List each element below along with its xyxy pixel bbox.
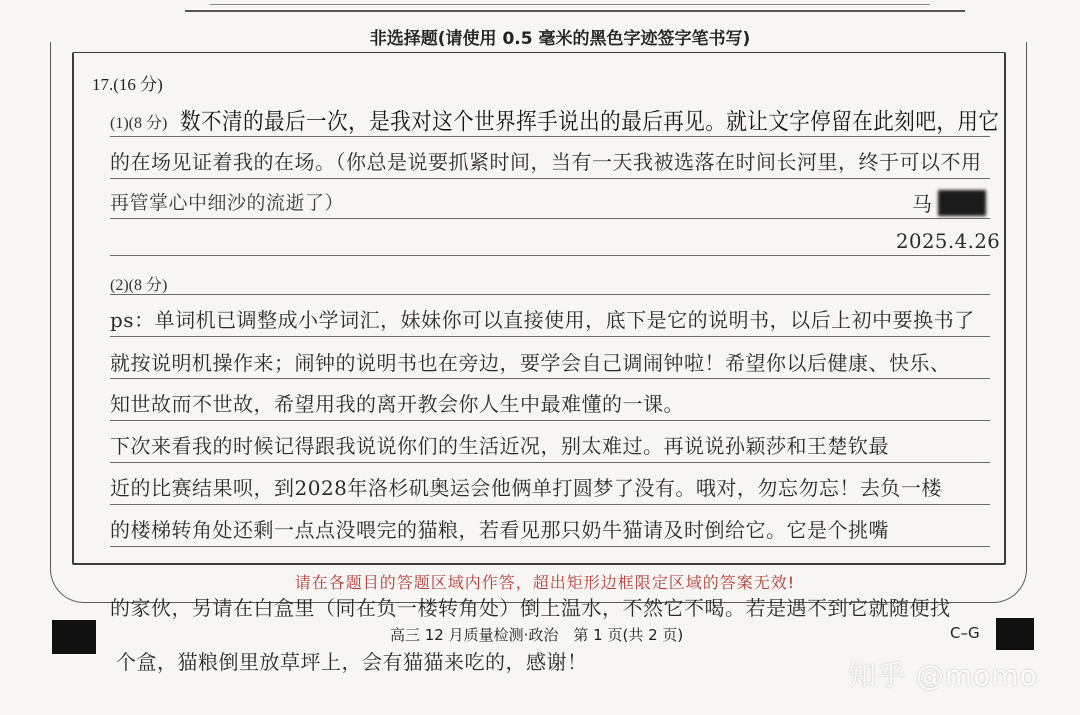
answer-rule xyxy=(110,136,990,137)
part1-label: (1)(8 分) xyxy=(110,115,168,132)
answer-rule xyxy=(110,218,990,219)
part2-line-2: 就按说明机操作来；闹钟的说明书也在旁边，要学会自己调闹钟啦！希望你以后健康、快乐、 xyxy=(110,351,951,375)
part1-line-2: 的在场见证着我的在场。（你总是说要抓紧时间，当有一天我被选落在时间长河里，终于可以不用 xyxy=(110,150,982,174)
part2-label: (2)(8 分) xyxy=(110,277,168,294)
redacted-name xyxy=(938,190,986,216)
sheet-edge-line xyxy=(210,4,930,5)
part2-line-1: ps：单词机已调整成小学词汇，妹妹你可以直接使用，底下是它的说明书，以后上初中要换书了 xyxy=(110,308,975,332)
part2-line-3: 知世故而不世故，希望用我的离开教会你人生中最难懂的一课。 xyxy=(110,392,684,416)
answer-rule xyxy=(110,378,990,379)
answer-rule xyxy=(110,336,990,337)
answer-rule xyxy=(110,294,990,295)
answer-rule xyxy=(110,546,990,547)
answer-rule xyxy=(110,462,990,463)
answer-rule xyxy=(110,504,990,505)
overflow-line-2: 个盒，猫粮倒里放草坪上，会有猫猫来吃的，感谢！ xyxy=(116,650,588,674)
part1-line-3: 再管掌心中细沙的流逝了） xyxy=(110,192,345,214)
question-number: 17.(16 分) xyxy=(92,75,163,94)
alignment-mark-left xyxy=(52,620,96,654)
part1-line-1: 数不清的最后一次，是我对这个世界挥手说出的最后再见。就让文字停留在此刻吧，用它 xyxy=(180,109,1000,135)
answer-rule xyxy=(110,255,990,256)
answer-rule xyxy=(110,420,990,421)
section-header: 非选择题(请使用 0.5 毫米的黑色字迹签字笔书写) xyxy=(369,29,751,49)
watermark: 知乎 @momo xyxy=(848,659,1038,692)
sheet-top-rule xyxy=(185,10,965,12)
part2-line-5: 近的比赛结果呗，到2028年洛杉矶奥运会他俩单打圆梦了没有。哦对，勿忘勿忘！去负一楼 xyxy=(110,476,942,500)
alignment-mark-right xyxy=(996,618,1034,650)
answer-rule xyxy=(110,178,990,179)
exam-footer: 高三 12 月质量检测·政治 第 1 页(共 2 页) xyxy=(390,626,684,644)
boundary-warning: 请在各题目的答题区域内作答，超出矩形边框限定区域的答案无效! xyxy=(294,573,796,592)
signature-date: 2025.4.26 xyxy=(896,229,1001,253)
overflow-line-1: 的家伙，另请在白盒里（同在负一楼转角处）倒上温水，不然它不喝。若是遇不到它就随便找 xyxy=(110,596,951,620)
paper-code: C–G xyxy=(950,624,980,642)
signature-initial: 马 xyxy=(912,192,933,216)
part2-line-6: 的楼梯转角处还剩一点点没喂完的猫粮，若看见那只奶牛猫请及时倒给它。它是个挑嘴 xyxy=(110,518,889,542)
part2-line-4: 下次来看我的时候记得跟我说说你们的生活近况，别太难过。再说说孙颖莎和王楚钦最 xyxy=(110,434,889,458)
